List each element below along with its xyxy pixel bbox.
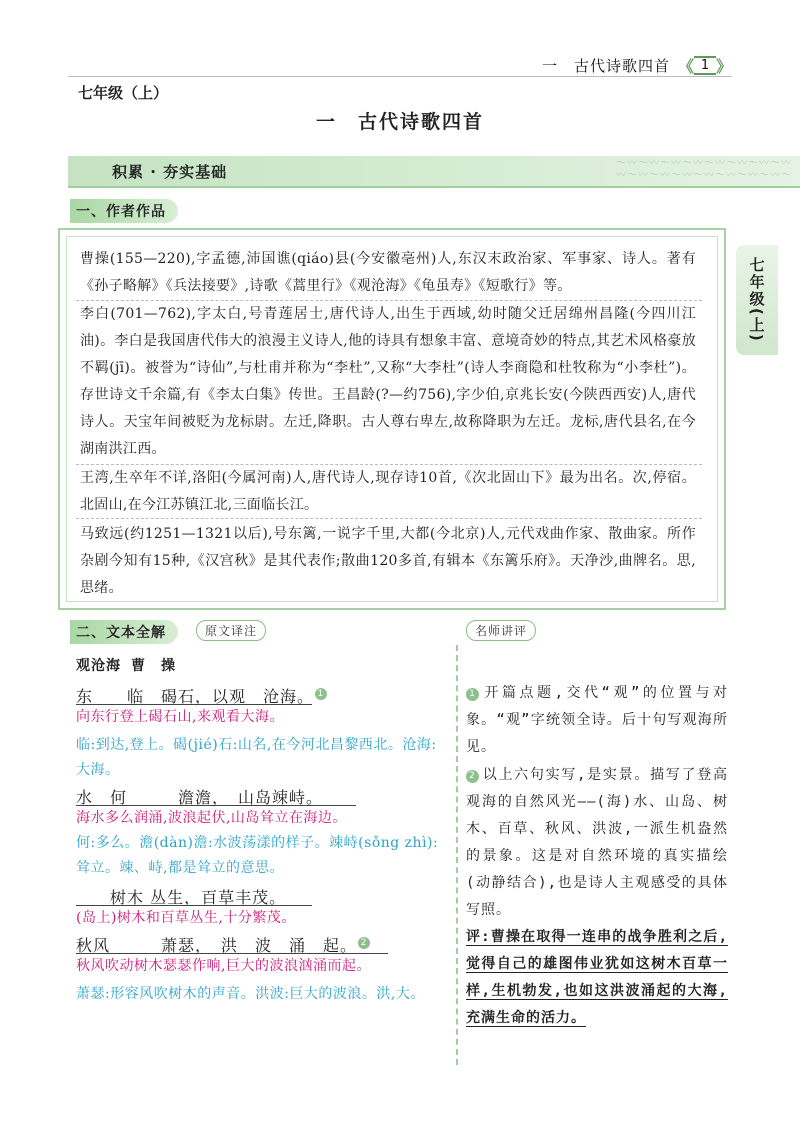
- translation-line: 向东行登上碣石山,来观看大海。: [76, 709, 284, 725]
- poem-line-underline: [76, 805, 356, 806]
- header-rule: [68, 76, 732, 77]
- commentary-number: 2: [466, 770, 479, 783]
- section-band: [68, 156, 800, 186]
- poem-line-underline: [76, 704, 312, 705]
- band-title: 积累 · 夯实基础: [112, 163, 228, 181]
- calligraphy-decoration-icon: 〜〰〜〰〜〰〜〰〜〰〜〰〜〰〜〰 〰〜〰〜〰〜〰〜〰〜〰〜〰〜〰〜: [616, 158, 792, 181]
- author-info-box: [58, 228, 726, 610]
- annotation-text: 何:多么。澹(dàn)澹:水波荡漾的样子。竦峙(sǒng zhì):耸立。竦、峙,都是耸立的意思。: [76, 835, 439, 876]
- translation-line: 秋风吹动树木瑟瑟作响,巨大的波浪汹涌而起。: [76, 958, 371, 974]
- poem-line-underline: [76, 905, 312, 906]
- poem-line-text: 树木 丛生，百草丰茂。: [76, 888, 287, 907]
- author-entry-wangwan: 王湾,生卒年不详,洛阳(今属河南)人,唐代诗人,现存诗10首,《次北固山下》最为出名。次,停宿。北固山,在今江苏镇江北,三面临长江。: [80, 470, 696, 513]
- running-header: [542, 54, 732, 77]
- column-divider: [456, 645, 458, 1065]
- original-translation-tag: 原文译注: [196, 620, 266, 641]
- section-heading-text: 二、文本全解: [70, 620, 178, 644]
- annotation-text: 萧瑟:形容风吹树木的声音。洪波:巨大的波浪。洪,大。: [76, 986, 425, 1002]
- poem-title: [76, 655, 176, 675]
- side-tab-label: 七年级(上): [747, 257, 766, 343]
- poem-line-text: 秋风 萧瑟， 洪 波 涌 起。: [76, 936, 358, 955]
- chapter-title: 一 古代诗歌四首: [315, 111, 484, 133]
- author-entry-caocao: 曹操(155—220),字孟德,沛国谯(qiáo)县(今安徽亳州)人,东汉末政治家、军事家、诗人。著有《孙子略解》《兵法接要》,诗歌《蒿里行》《观沧海》《龟虽寿》《短歌行》等。: [80, 251, 696, 294]
- grade-label: 七年级（上）: [78, 84, 169, 102]
- commentary-note-2: [466, 762, 728, 924]
- commentary-number: 1: [466, 688, 479, 701]
- note-marker: 2: [358, 937, 370, 949]
- section-heading-authors: 一、作者作品: [70, 199, 178, 223]
- page-badge-right-brace-icon: 》: [715, 57, 732, 76]
- grade-side-tab: [736, 245, 778, 355]
- evaluation-text: 评:曹操在取得一连串的战争胜利之后,觉得自己的雄图伟业犹如这树木百草一样,生机勃发,也如这洪波涌起的大海,充满生命的活力。: [466, 929, 728, 1026]
- annotation-text: 临:到达,登上。碣(jié)石:山名,在今河北昌黎西北。沧海:大海。: [76, 737, 437, 778]
- poem-name: 观沧海: [76, 658, 121, 674]
- commentary-note-1: [466, 680, 728, 761]
- band-stripe: [68, 186, 800, 188]
- commentary-text: 开篇点题,交代“观”的位置与对象。“观”字统领全诗。后十句写观海所见。: [466, 685, 728, 755]
- note-marker: 1: [315, 688, 327, 700]
- teacher-commentary-tag: 名师讲评: [466, 620, 536, 641]
- page-number: 1: [694, 56, 716, 75]
- running-header-title: 一 古代诗歌四首: [541, 57, 670, 75]
- poem-line-text: 水 何 澹澹， 山岛竦峙。: [76, 788, 324, 807]
- poem-line-underline: [76, 953, 388, 954]
- translation-line: 海水多么润涌,波浪起伏,山岛耸立在海边。: [76, 810, 347, 826]
- author-entry-mazhiyuan: 马致远(约1251—1321以后),号东篱,一说字千里,大都(今北京)人,元代戏曲作家、散曲家。所作杂剧今知有15种,《汉宫秋》是其代表作;散曲120多首,有辑本《东篱乐府》。天净沙,曲牌名。思,思绪。: [80, 526, 696, 596]
- page-number-badge: [678, 54, 732, 77]
- poem-poet: 曹 操: [131, 658, 176, 674]
- author-entry-libai-wangchangling: 李白(701—762),字太白,号青莲居士,唐代诗人,出生于西域,幼时随父迁居绵州昌隆(今四川江油)。李白是我国唐代伟大的浪漫主义诗人,他的诗具有想象丰富、意境奇妙的特点,其艺术风格豪放不羁(jī)。被誉为“诗仙”,与杜甫并称为“李杜”,又称“大李杜”(诗人李商隐和杜牧称为“小李杜”)。存世诗文千余篇,有《李太白集》传世。王昌龄(?—约756),字少伯,京兆长安(今陕西西安)人,唐代诗人。天宝年间被贬为龙标尉。左迁,降职。古人尊右卑左,故称降职为左迁。龙标,唐代县名,在今湖南洪江西。: [80, 306, 696, 457]
- poem-line-text: 东 临 碣石，以观 沧海。: [76, 687, 315, 706]
- evaluation: [466, 924, 728, 1032]
- translation-line: (岛上)树木和百草丛生,十分繁茂。: [76, 910, 296, 926]
- commentary-text: 以上六句实写,是实景。描写了登高观海的自然风光——(海)水、山岛、树木、百草、秋风、洪波,一派生机盎然的景象。这是对自然环境的真实描绘(动静结合),也是诗人主观感受的具体写照。: [466, 767, 728, 918]
- entry-divider: [76, 518, 702, 519]
- page-badge-left-brace-icon: 《: [677, 57, 694, 76]
